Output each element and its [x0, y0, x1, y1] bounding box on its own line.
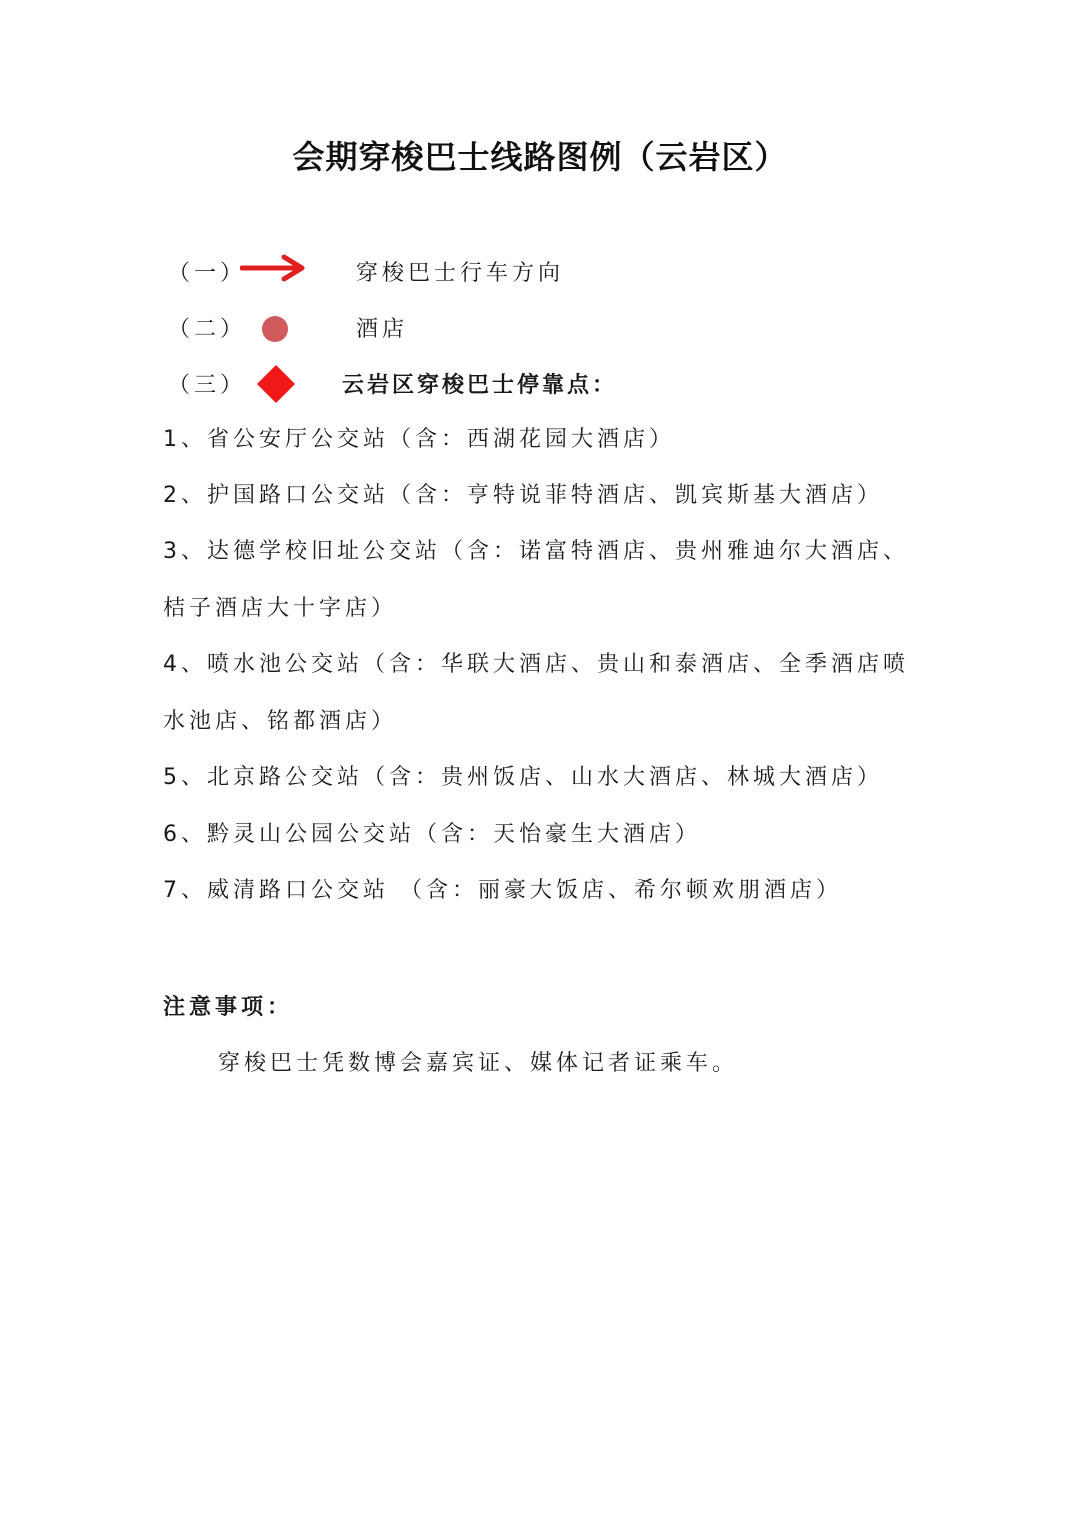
stop-item: 5、北京路公交站（含：贵州饭店、山水大酒店、林城大酒店）: [163, 765, 883, 790]
legend-label-direction: 穿梭巴士行车方向: [356, 261, 565, 286]
legend-label-stop: 云岩区穿梭巴士停靠点：: [342, 373, 618, 398]
stop-item: 水池店、铭都酒店）: [163, 709, 398, 734]
legend-row-direction: [168, 250, 928, 290]
legend-row-hotel: [168, 306, 928, 346]
hotel-dot-icon: [262, 316, 288, 342]
notes-title: 注意事项：: [163, 995, 294, 1020]
legend-number: （三）: [168, 373, 247, 398]
stop-item: 3、达德学校旧址公交站（含：诺富特酒店、贵州雅迪尔大酒店、: [163, 539, 909, 564]
stop-item: 桔子酒店大十字店）: [163, 596, 398, 621]
notes-text: 穿梭巴士凭数博会嘉宾证、媒体记者证乘车。: [218, 1051, 739, 1076]
stop-item: 1、省公安厅公交站（含：西湖花园大酒店）: [163, 427, 675, 452]
stop-item: 7、威清路口公交站 （含：丽豪大饭店、希尔顿欢朋酒店）: [163, 878, 842, 903]
stop-item: 2、护国路口公交站（含：亨特说菲特酒店、凯宾斯基大酒店）: [163, 483, 883, 508]
red-diamond-icon: [256, 364, 296, 404]
legend-number: （二）: [168, 317, 247, 342]
legend-row-stop: [168, 362, 928, 402]
red-arrow-icon: [240, 254, 308, 282]
page-title: 会期穿梭巴士线路图例（云岩区）: [292, 138, 788, 176]
legend-number: （一）: [168, 261, 247, 286]
stop-item: 6、黔灵山公园公交站（含：天怡豪生大酒店）: [163, 822, 701, 847]
legend-label-hotel: 酒店: [356, 317, 409, 342]
stop-item: 4、喷水池公交站（含：华联大酒店、贵山和泰酒店、全季酒店喷: [163, 652, 909, 677]
